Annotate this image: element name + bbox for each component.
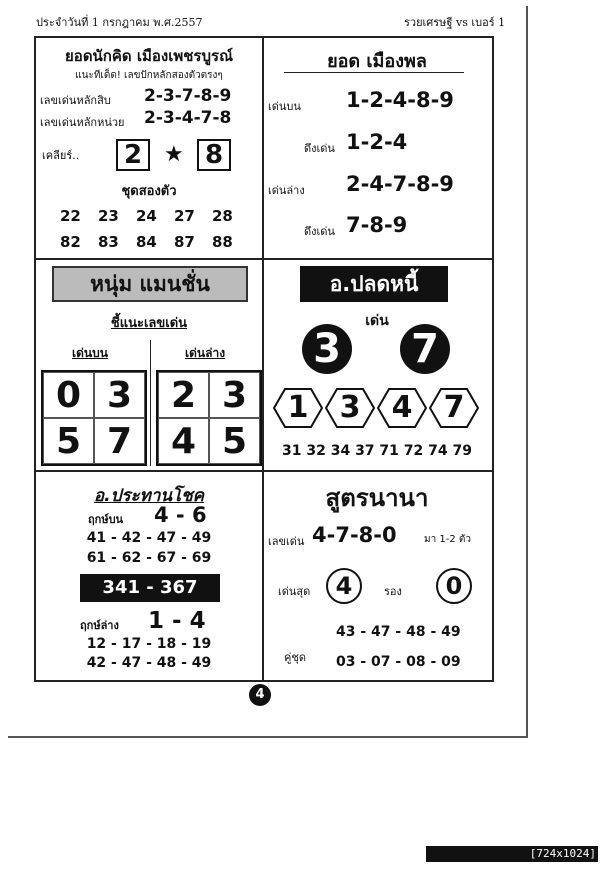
page-number: 4 — [249, 684, 271, 706]
pair-number: 28 — [212, 207, 233, 225]
q6-feature-value: 4-7-8-0 — [312, 523, 397, 547]
q3-bottom-label: เด่นล่าง — [185, 346, 226, 360]
q6-pair-row: 03 - 07 - 08 - 09 — [336, 654, 461, 670]
q5-upper-row: 61 - 62 - 67 - 69 — [86, 550, 212, 566]
q6-pair-row: 43 - 47 - 48 - 49 — [336, 624, 461, 640]
q1-pairs-row — [60, 233, 250, 251]
q5-lower-label: ฤกษ์ล่าง — [80, 619, 119, 632]
q1-title: ยอดนักคิด เมืองเพชรบูรณ์ — [65, 47, 233, 65]
grid-digit: 2 — [158, 372, 209, 418]
q4-big-digit: 7 — [400, 324, 450, 374]
star-icon: ★ — [164, 142, 184, 167]
q4-hex-digit: 1 — [287, 390, 309, 425]
hexagon-icon — [429, 388, 479, 428]
q5-lower-row: 12 - 17 - 18 - 19 — [86, 636, 212, 652]
q3-title: หนุ่ม แมนชั่น — [52, 266, 248, 302]
q1-pairs-title: ชุดสองตัว — [121, 184, 177, 199]
q1-row-label: เลขเด่นหลักสิบ — [40, 94, 111, 107]
header-publication: รวยเศรษฐี vs เบอร์ 1 — [404, 16, 506, 29]
q3-divider — [150, 340, 151, 466]
grid-digit: 7 — [94, 418, 145, 464]
q6-round-label: รอง — [384, 585, 402, 598]
q5-banner: 341 - 367 — [80, 574, 220, 602]
q1-row-value: 2-3-7-8-9 — [144, 86, 232, 106]
q1-row-value: 2-3-4-7-8 — [144, 108, 232, 128]
q4-label: เด่น — [365, 313, 389, 329]
q6-pair-label: คู่ชุด — [284, 651, 306, 664]
divider-row-1 — [36, 258, 492, 260]
grid-digit: 4 — [158, 418, 209, 464]
q5-lower-value: 1 - 4 — [148, 608, 206, 634]
q1-clear-label: เคลียร์.. — [42, 149, 80, 162]
grid-digit: 5 — [209, 418, 260, 464]
divider-row-2 — [36, 470, 492, 472]
q4-numbers: 31 32 34 37 71 72 74 79 — [282, 443, 472, 459]
q6-title: สูตรนานา — [325, 484, 429, 512]
q4-hex-digit: 4 — [391, 390, 413, 425]
q2-row-value: 1-2-4-8-9 — [346, 88, 454, 112]
pair-number: 22 — [60, 207, 81, 225]
q5-upper-label: ฤกษ์บน — [88, 513, 124, 526]
pair-number: 83 — [98, 233, 119, 251]
q4-big-digit: 3 — [302, 324, 352, 374]
pair-number: 23 — [98, 207, 119, 225]
pair-number: 84 — [136, 233, 157, 251]
q2-row-label: ดึงเด่น — [304, 225, 335, 238]
pair-number: 82 — [60, 233, 81, 251]
q5-title: อ.ประทานโชค — [93, 486, 205, 506]
pair-number: 88 — [212, 233, 233, 251]
grid-digit: 5 — [43, 418, 94, 464]
q6-feature-label: เลขเด่น — [268, 535, 305, 548]
hexagon-icon — [377, 388, 427, 428]
q1-clear-digit: 2 — [116, 139, 150, 171]
divider-vertical — [262, 38, 264, 680]
q2-title: ยอด เมืองพล — [327, 51, 427, 72]
q2-title-underline — [284, 72, 464, 73]
q6-hot-digit: 4 — [326, 568, 362, 604]
q1-subtitle: แนะทีเด็ด! เลขปักหลักสองตัวตรงๆ — [75, 70, 223, 81]
hexagon-icon — [325, 388, 375, 428]
q5-lower-row: 42 - 47 - 48 - 49 — [86, 655, 212, 671]
q4-title: อ.ปลดหนี้ — [300, 266, 448, 302]
pair-number: 24 — [136, 207, 157, 225]
q1-clear-digit: 8 — [197, 139, 231, 171]
q6-feature-note: มา 1-2 ตัว — [424, 534, 472, 545]
q2-row-value: 7-8-9 — [346, 213, 408, 237]
q3-top-label: เด่นบน — [72, 346, 108, 360]
q6-round-digit: 0 — [436, 568, 472, 604]
q2-row-value: 1-2-4 — [346, 130, 408, 154]
q2-row-value: 2-4-7-8-9 — [346, 172, 454, 196]
pair-number: 87 — [174, 233, 195, 251]
q5-upper-row: 41 - 42 - 47 - 49 — [86, 530, 212, 546]
pair-number: 27 — [174, 207, 195, 225]
q3-top-grid — [41, 370, 147, 466]
q2-row-label: ดึงเด่น — [304, 142, 335, 155]
q1-row-label: เลขเด่นหลักหน่วย — [40, 116, 125, 129]
q1-pairs-row — [60, 207, 250, 225]
q6-hot-label: เด่นสุด — [278, 585, 311, 598]
grid-digit: 3 — [94, 372, 145, 418]
hexagon-icon — [273, 388, 323, 428]
q4-hex-digit: 3 — [339, 390, 361, 425]
q4-hex-digit: 7 — [443, 390, 465, 425]
footer-watermark[interactable]: [724x1024] http://upic.me/ — [426, 846, 598, 862]
q2-row-label: เด่นล่าง — [268, 184, 305, 197]
q2-row-label: เด่นบน — [268, 100, 301, 113]
q3-bottom-grid — [156, 370, 262, 466]
header-date: ประจำวันที่ 1 กรกฎาคม พ.ศ.2557 — [36, 16, 203, 29]
grid-digit: 0 — [43, 372, 94, 418]
q3-subtitle: ชี้แนะเลขเด่น — [110, 316, 188, 331]
q5-upper-value: 4 - 6 — [154, 503, 207, 527]
grid-digit: 3 — [209, 372, 260, 418]
